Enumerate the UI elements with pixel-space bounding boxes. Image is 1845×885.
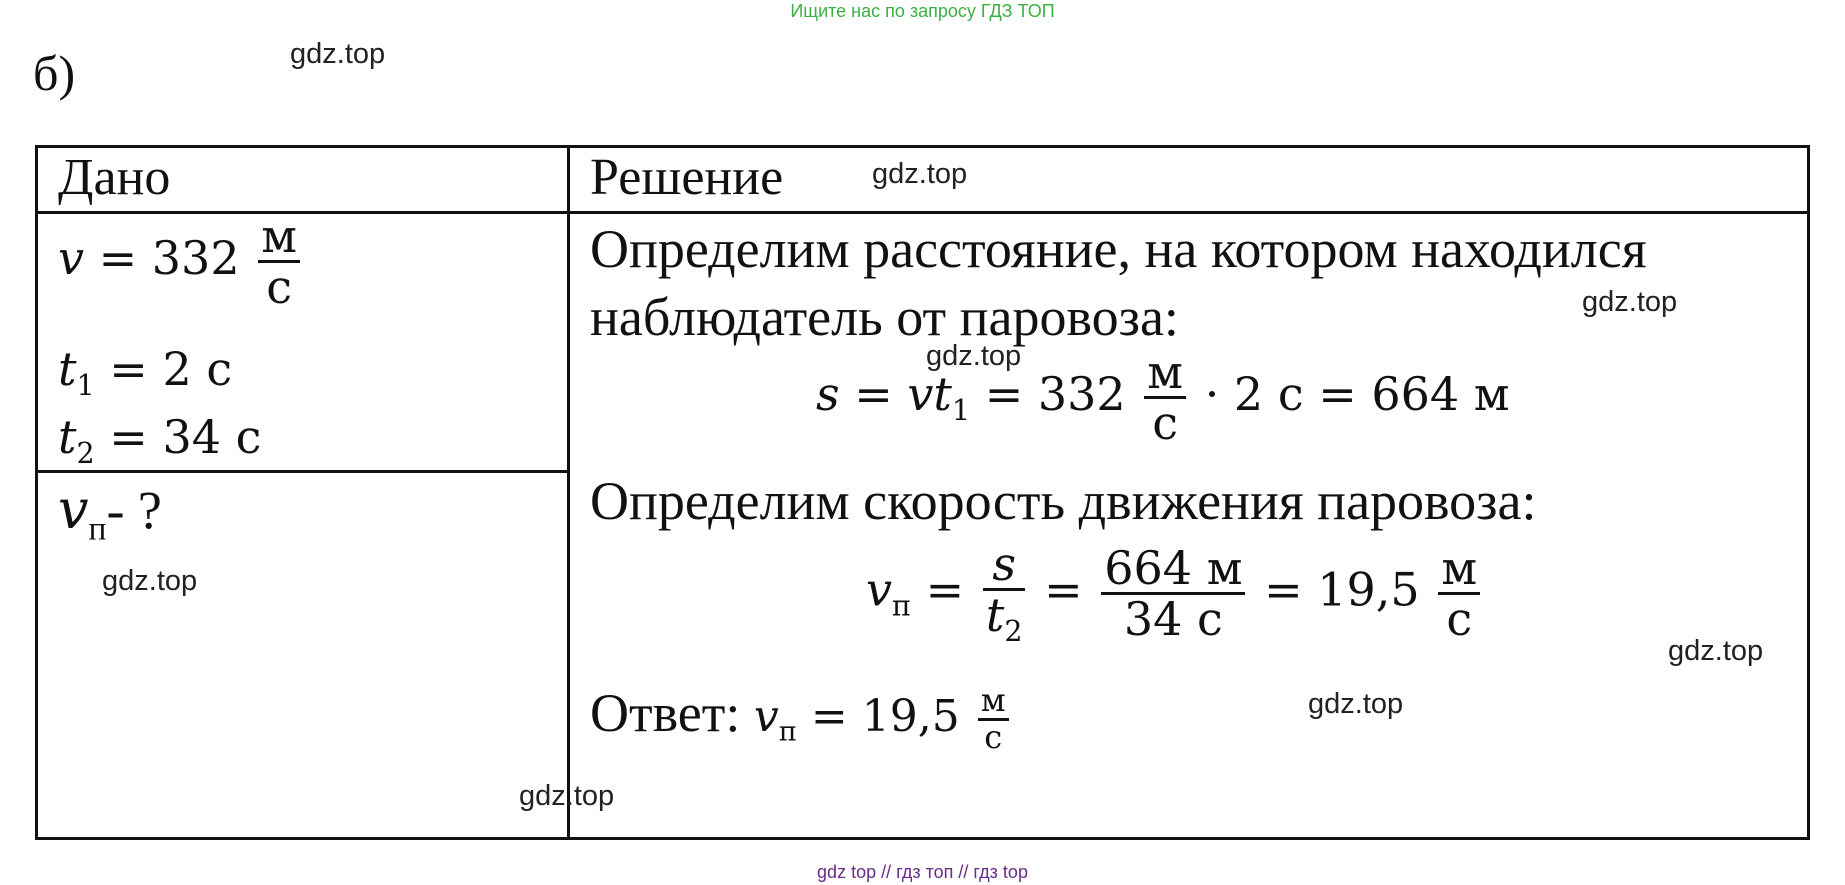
subscript: п	[778, 716, 797, 748]
var-t: t	[58, 410, 77, 464]
watermark: gdz.top	[1582, 286, 1678, 318]
unit-denominator: с	[984, 718, 1003, 756]
watermark: gdz.top	[102, 565, 198, 597]
var-t: t	[58, 342, 77, 396]
value: = 332	[984, 366, 1126, 421]
denominator: 34 с	[1123, 592, 1223, 647]
given-velocity	[58, 209, 304, 315]
given-find-divider	[35, 470, 569, 473]
column-divider	[567, 145, 570, 840]
unit-fraction	[978, 681, 1009, 756]
subscript: 2	[76, 436, 95, 470]
subscript: 1	[76, 368, 95, 402]
value: = 2 с	[109, 342, 233, 396]
unit-numerator: м	[1438, 544, 1480, 595]
equals: =	[925, 562, 965, 617]
unit-denominator: с	[266, 260, 292, 315]
var-v: v	[907, 366, 934, 421]
unit-denominator: с	[1152, 396, 1179, 451]
unit-fraction	[258, 209, 300, 315]
equation-speed	[866, 537, 1484, 649]
result: · 2 с = 664 м	[1204, 366, 1510, 421]
solution-line-1: Определим расстояние, на котором находился	[590, 219, 1647, 279]
fraction-s-over-t2	[983, 537, 1026, 649]
given-header: Дано	[58, 149, 171, 206]
value: = 19,5	[810, 691, 960, 742]
unit-fraction	[1144, 345, 1186, 451]
equals: =	[1044, 562, 1083, 617]
subscript: 1	[951, 393, 971, 427]
var-v: v	[753, 691, 779, 742]
value: = 332	[98, 230, 240, 285]
var-t: t	[933, 366, 952, 421]
question: - ?	[106, 480, 162, 540]
watermark: gdz.top	[926, 340, 1022, 372]
fraction-values	[1101, 540, 1245, 647]
watermark: gdz.top	[1668, 635, 1764, 667]
watermark: gdz.top	[1308, 688, 1404, 720]
watermark: gdz.top	[872, 158, 968, 190]
numerator: 664 м	[1101, 544, 1245, 595]
unit-numerator: м	[258, 212, 300, 263]
unit-numerator: м	[1144, 348, 1186, 399]
denominator: $t_2$	[985, 588, 1023, 649]
subscript: п	[892, 589, 912, 623]
solution-line-2: наблюдатель от паровоза:	[590, 287, 1179, 347]
unit-denominator: с	[1446, 592, 1473, 647]
top-banner: Ищите нас по запросу ГДЗ ТОП	[790, 1, 1055, 21]
var-v: v	[866, 562, 892, 617]
var-v: v	[58, 230, 84, 285]
answer-line	[590, 682, 1013, 755]
solution-line-3: Определим скорость движения паровоза:	[590, 471, 1537, 531]
solution-header: Решение	[590, 149, 784, 206]
equals: =	[854, 366, 893, 421]
given-t1	[58, 342, 232, 402]
answer-label: Ответ:	[590, 683, 741, 743]
result: = 19,5	[1264, 562, 1420, 617]
task-label: б)	[33, 45, 76, 101]
var-s: s	[816, 366, 840, 421]
watermark: gdz.top	[519, 780, 615, 812]
value: = 34 с	[109, 410, 262, 464]
bottom-banner: gdz top // гдз топ // гдз top	[817, 862, 1028, 882]
watermark: gdz.top	[290, 38, 386, 70]
numerator: s	[983, 540, 1026, 591]
equation-distance	[816, 345, 1510, 451]
subscript: п	[88, 510, 107, 548]
find-row	[58, 478, 162, 549]
unit-numerator: м	[978, 684, 1009, 721]
given-t2	[58, 410, 261, 470]
var-v: v	[58, 478, 89, 541]
unit-fraction	[1438, 540, 1480, 647]
